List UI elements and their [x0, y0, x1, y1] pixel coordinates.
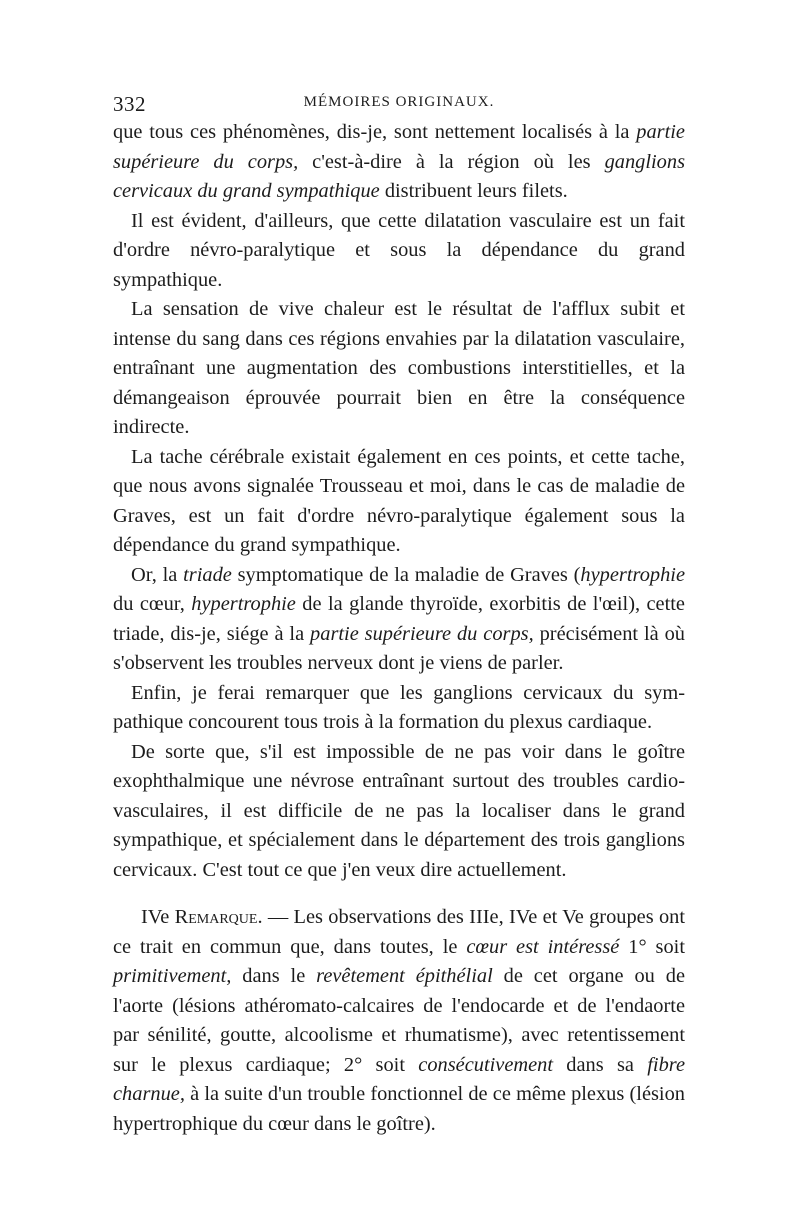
italic-run: revêtement épithélial	[316, 965, 493, 987]
body-text	[113, 118, 685, 1139]
italic-run: hypertrophie	[580, 563, 685, 586]
italic-run: triade	[183, 563, 232, 586]
paragraph	[113, 207, 685, 296]
italic-run: hypertrophie	[191, 593, 296, 615]
text-run: de la glande thyroïde, exorbitis de l'œil), cette triade, dis-je, siége à la	[113, 593, 685, 645]
italic-run: ganglions cervicaux du grand sympathique	[113, 150, 685, 202]
text-run: — Les observations des IIIe, IVe et Ve groupes ont ce trait en commun que, dans toutes, le	[113, 906, 686, 958]
text-run: précisément là où s'observent les troubles nerveux dont je viens de parler.	[113, 622, 685, 674]
text-run: De sorte que, s'il est impossible de ne pas voir dans le goître exophthalmique une névrose entraînant surtout des troubles cardio-vasculaires, il est difficile de ne pas la localiser dans le grand sympathique, et spécialement dans le département des trois ganglions cervicaux. C'est tout ce que j'en veux dire actuellement.	[113, 740, 685, 881]
paragraph	[113, 679, 685, 738]
running-head	[113, 92, 685, 118]
italic-run: partie supérieure du corps,	[113, 121, 685, 173]
italic-run: fibre charnue,	[113, 1053, 685, 1105]
text-run: de cet organe ou de l'aorte (lésions athéromato-calcaires de l'endocarde et de l'endaorte par sénilité, goutte, alcoolisme et rhumatisme), avec retentissement sur le plexus cardiaque; 2° soit	[113, 965, 685, 1076]
paragraph	[113, 295, 685, 443]
text-run: Or, la	[131, 563, 184, 586]
text-run: La sensation de vive chaleur est le résultat de l'afflux subit et intense du sang dans ces régions envahies par la dilatation vasculaire, entraînant une augmentation des combustions interstitielles, et la démangeaison éprouvée pourrait bien en être la conséquence indirecte.	[113, 298, 685, 438]
italic-run: partie supérieure du corps,	[310, 622, 534, 645]
text-run: du cœur,	[113, 593, 192, 615]
text-run: que tous ces phénomènes, dis-je, sont nettement localisés à la	[113, 121, 637, 143]
text-run: symptomatique de la maladie de Graves (	[231, 563, 581, 586]
text-run: dans sa	[553, 1053, 648, 1076]
book-page	[113, 92, 685, 1139]
text-run: La tache cérébrale existait également en ces points, et cette tache, que nous avons signalée Trousseau et moi, dans le cas de maladie de Graves, est un fait d'ordre névro-paralytique également sous la dépendance du grand sympathique.	[113, 445, 685, 556]
text-run: c'est-à-dire à la région où les	[298, 150, 605, 173]
paragraph	[113, 443, 685, 561]
text-run: à la suite d'un trouble fonctionnel de ce même plexus (lésion hypertrophique du cœur dans le goître).	[113, 1083, 685, 1135]
paragraph	[113, 118, 685, 207]
text-run: 1° soit	[619, 935, 685, 958]
text-run: dans le	[231, 965, 317, 987]
paragraph	[113, 738, 685, 886]
italic-run: cœur est intéressé	[466, 935, 620, 958]
paragraph	[113, 561, 685, 679]
italic-run: primitivement,	[113, 965, 232, 987]
paragraph	[113, 903, 685, 1139]
text-run: Il est évident, d'ailleurs, que cette dilatation vasculaire est un fait d'ordre névro-paralytique et sous la dépendance du grand sympathique.	[113, 209, 685, 291]
page-number: 332	[113, 92, 146, 116]
text-run: Enfin, je ferai remarquer que les ganglions cervicaux du sympathique concourent tous trois à la formation du plexus cardiaque.	[113, 681, 685, 733]
text-run: IVe	[141, 906, 175, 928]
text-run: distribuent leurs filets.	[379, 180, 568, 202]
small-caps-run: Remarque.	[174, 906, 263, 928]
italic-run: consécutivement	[418, 1053, 554, 1076]
running-head-title: MÉMOIRES ORIGINAUX.	[303, 94, 495, 110]
